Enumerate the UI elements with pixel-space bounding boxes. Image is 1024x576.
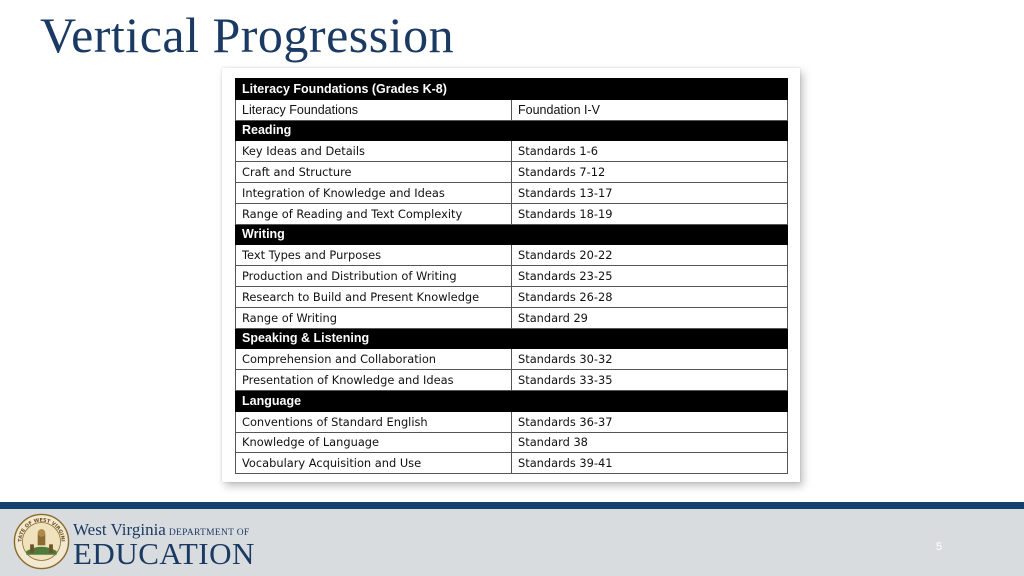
table-row: [236, 286, 788, 307]
table-row: [236, 307, 788, 328]
table-row: [236, 370, 788, 391]
domain-cell: Literacy Foundations: [236, 99, 512, 120]
org-education: EDUCATION: [73, 536, 255, 571]
domain-cell: Integration of Knowledge and Ideas: [236, 182, 512, 203]
slide-title: Vertical Progression: [40, 7, 455, 63]
domain-cell: Text Types and Purposes: [236, 245, 512, 266]
page-number: 5: [935, 541, 943, 553]
standards-cell: Standards 20-22: [512, 245, 788, 266]
domain-cell: Production and Distribution of Writing: [236, 266, 512, 287]
standards-cell: Standard 38: [512, 432, 788, 453]
section-header: Writing: [236, 224, 788, 245]
domain-cell: Comprehension and Collaboration: [236, 349, 512, 370]
org-dept: DEPARTMENT OF: [168, 528, 250, 538]
table-row: [236, 411, 788, 432]
domain-cell: Range of Writing: [236, 307, 512, 328]
table-row: [236, 162, 788, 183]
table-row: [236, 432, 788, 453]
standards-cell: Standards 39-41: [512, 453, 788, 474]
org-name: West Virginia: [73, 520, 166, 539]
standards-cell: Standards 26-28: [512, 286, 788, 307]
table-row: [236, 349, 788, 370]
table-row: [236, 99, 788, 120]
section-header-row: [236, 79, 788, 100]
table-row: [236, 245, 788, 266]
footer-rule: [0, 502, 1024, 509]
section-header-row: [236, 390, 788, 411]
domain-cell: Presentation of Knowledge and Ideas: [236, 370, 512, 391]
section-header: Speaking & Listening: [236, 328, 788, 349]
standards-cell: Standards 13-17: [512, 182, 788, 203]
section-header: Language: [236, 390, 788, 411]
domain-cell: Conventions of Standard English: [236, 411, 512, 432]
seal-text: TATE OF WEST VIRGINI: [17, 517, 66, 543]
standards-cell: Standards 23-25: [512, 266, 788, 287]
table-row: [236, 182, 788, 203]
table-row: [236, 453, 788, 474]
standards-cell: Standards 7-12: [512, 162, 788, 183]
standards-cell: Foundation I-V: [512, 99, 788, 120]
section-header-row: [236, 224, 788, 245]
domain-cell: Range of Reading and Text Complexity: [236, 203, 512, 224]
table-row: [236, 266, 788, 287]
standards-cell: Standards 30-32: [512, 349, 788, 370]
domain-cell: Knowledge of Language: [236, 432, 512, 453]
standards-cell: Standards 36-37: [512, 411, 788, 432]
table-row: [236, 141, 788, 162]
standards-cell: Standards 33-35: [512, 370, 788, 391]
standards-cell: Standard 29: [512, 307, 788, 328]
standards-table-image: [222, 68, 800, 482]
state-seal-icon: [13, 513, 70, 570]
domain-cell: Key Ideas and Details: [236, 141, 512, 162]
standards-cell: Standards 1-6: [512, 141, 788, 162]
table-row: [236, 203, 788, 224]
standards-table: [235, 78, 788, 474]
wvde-logo-text: [73, 520, 255, 571]
section-header-row: [236, 120, 788, 141]
section-header: Literacy Foundations (Grades K-8): [236, 79, 788, 100]
domain-cell: Craft and Structure: [236, 162, 512, 183]
section-header: Reading: [236, 120, 788, 141]
standards-cell: Standards 18-19: [512, 203, 788, 224]
section-header-row: [236, 328, 788, 349]
domain-cell: Research to Build and Present Knowledge: [236, 286, 512, 307]
domain-cell: Vocabulary Acquisition and Use: [236, 453, 512, 474]
